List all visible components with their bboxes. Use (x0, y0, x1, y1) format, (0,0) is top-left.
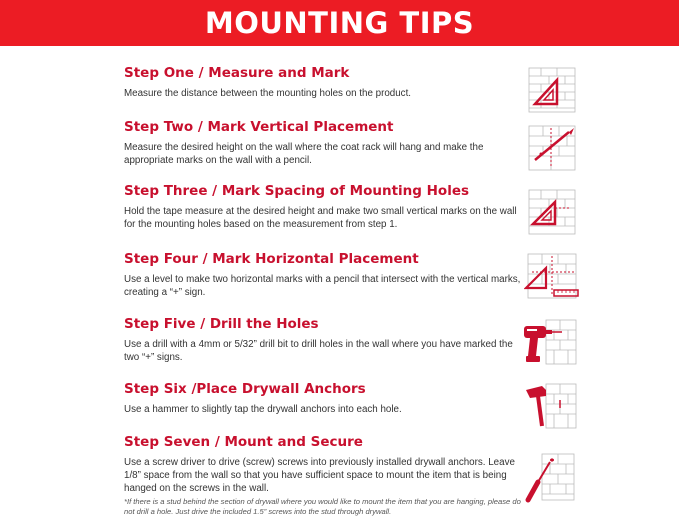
step-four (124, 250, 524, 299)
step-seven (124, 433, 524, 517)
step-title: Step Four / Mark Horizontal Placement (124, 251, 419, 267)
step-title: Step Three / Mark Spacing of Mounting Holes (124, 183, 470, 199)
step-note: *If there is a stud behind the section of drywall where you would like to mount the item that you are hanging, please do not drill a hole. Just drive the included 1.5” screws into the stud through drywall. (124, 497, 521, 516)
square-ruler-on-brick-icon (527, 188, 577, 236)
page-title: MOUNTING TIPS (204, 6, 475, 40)
step-description: Use a hammer to slightly tap the drywall anchors into each hole. (124, 404, 402, 415)
step-title: Step Two / Mark Vertical Placement (124, 119, 394, 135)
screwdriver-icon (524, 452, 574, 500)
step-title: Step One / Measure and Mark (124, 65, 350, 81)
step-title: Step Six /Place Drywall Anchors (124, 381, 366, 397)
hammer-icon (524, 380, 574, 428)
step-description: Use a screw driver to drive (screw) screws into previously installed drywall anchors. Leave 1/8” space from the wall so that you have sufficient space to mount the item that is being hanged on the screws in the wall. (124, 457, 515, 494)
step-two (124, 118, 524, 167)
step-title: Step Seven / Mount and Secure (124, 434, 363, 450)
drill-icon (522, 316, 572, 364)
step-description: Measure the desired height on the wall where the coat rack will hang and make the appropriate marks on the wall with a pencil. (124, 142, 484, 166)
pencil-marks-on-brick-icon (527, 124, 577, 172)
step-description: Hold the tape measure at the desired height and make two small vertical marks on the wall for the mounting holes based on the measurement from step 1. (124, 206, 517, 230)
level-cross-marks-icon (524, 252, 574, 300)
step-description: Use a drill with a 4mm or 5/32” drill bit to drill holes in the wall where you have marked the two “+” signs. (124, 339, 513, 363)
step-six (124, 380, 524, 416)
header-banner (0, 0, 679, 46)
triangle-ruler-on-brick-icon (527, 66, 577, 114)
step-description: Measure the distance between the mounting holes on the product. (124, 88, 412, 99)
step-description: Use a level to make two horizontal marks with a pencil that intersect with the vertical marks, creating a “+” sign. (124, 274, 521, 298)
step-five (124, 315, 524, 364)
step-one (124, 64, 524, 100)
step-title: Step Five / Drill the Holes (124, 316, 319, 332)
step-three (124, 182, 524, 231)
